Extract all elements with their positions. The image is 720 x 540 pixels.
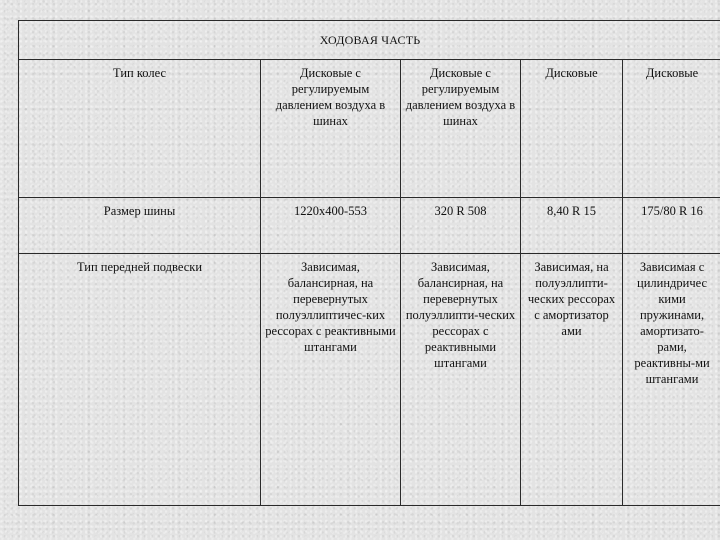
table-cell: 8,40 R 15 [521, 198, 623, 254]
table-cell: 1220х400-553 [261, 198, 401, 254]
row-label-tire-size: Размер шины [19, 198, 261, 254]
table-cell: Дисковые с регулируемым давлением воздуха в шинах [261, 60, 401, 198]
table-cell: 175/80 R 16 [623, 198, 720, 254]
table-cell: Зависимая с цилиндричес кими пружинами, амортизато-рами, реактивны-ми штангами [623, 254, 720, 506]
table-row-tire-size [19, 198, 720, 254]
table-row-wheel-type [19, 60, 720, 198]
table-cell: Дисковые [521, 60, 623, 198]
table-cell: Зависимая, на полуэллипти-ческих рессорах с амортизатор ами [521, 254, 623, 506]
table-title: ХОДОВАЯ ЧАСТЬ [19, 21, 720, 60]
table-cell: Дисковые [623, 60, 720, 198]
table-cell: Зависимая, балансирная, на перевернутых полуэллиптичес-ких рессорах с реактивными штангами [261, 254, 401, 506]
row-label-front-suspension: Тип передней подвески [19, 254, 261, 506]
table-cell: 320 R 508 [401, 198, 521, 254]
chassis-spec-table [18, 20, 720, 506]
table-title-row [19, 21, 720, 60]
table-cell: Дисковые с регулируемым давлением воздуха в шинах [401, 60, 521, 198]
table-cell: Зависимая, балансирная, на перевернутых полуэллипти-ческих рессорах с реактивными штангами [401, 254, 521, 506]
table-row-front-suspension [19, 254, 720, 506]
row-label-wheel-type: Тип колес [19, 60, 261, 198]
